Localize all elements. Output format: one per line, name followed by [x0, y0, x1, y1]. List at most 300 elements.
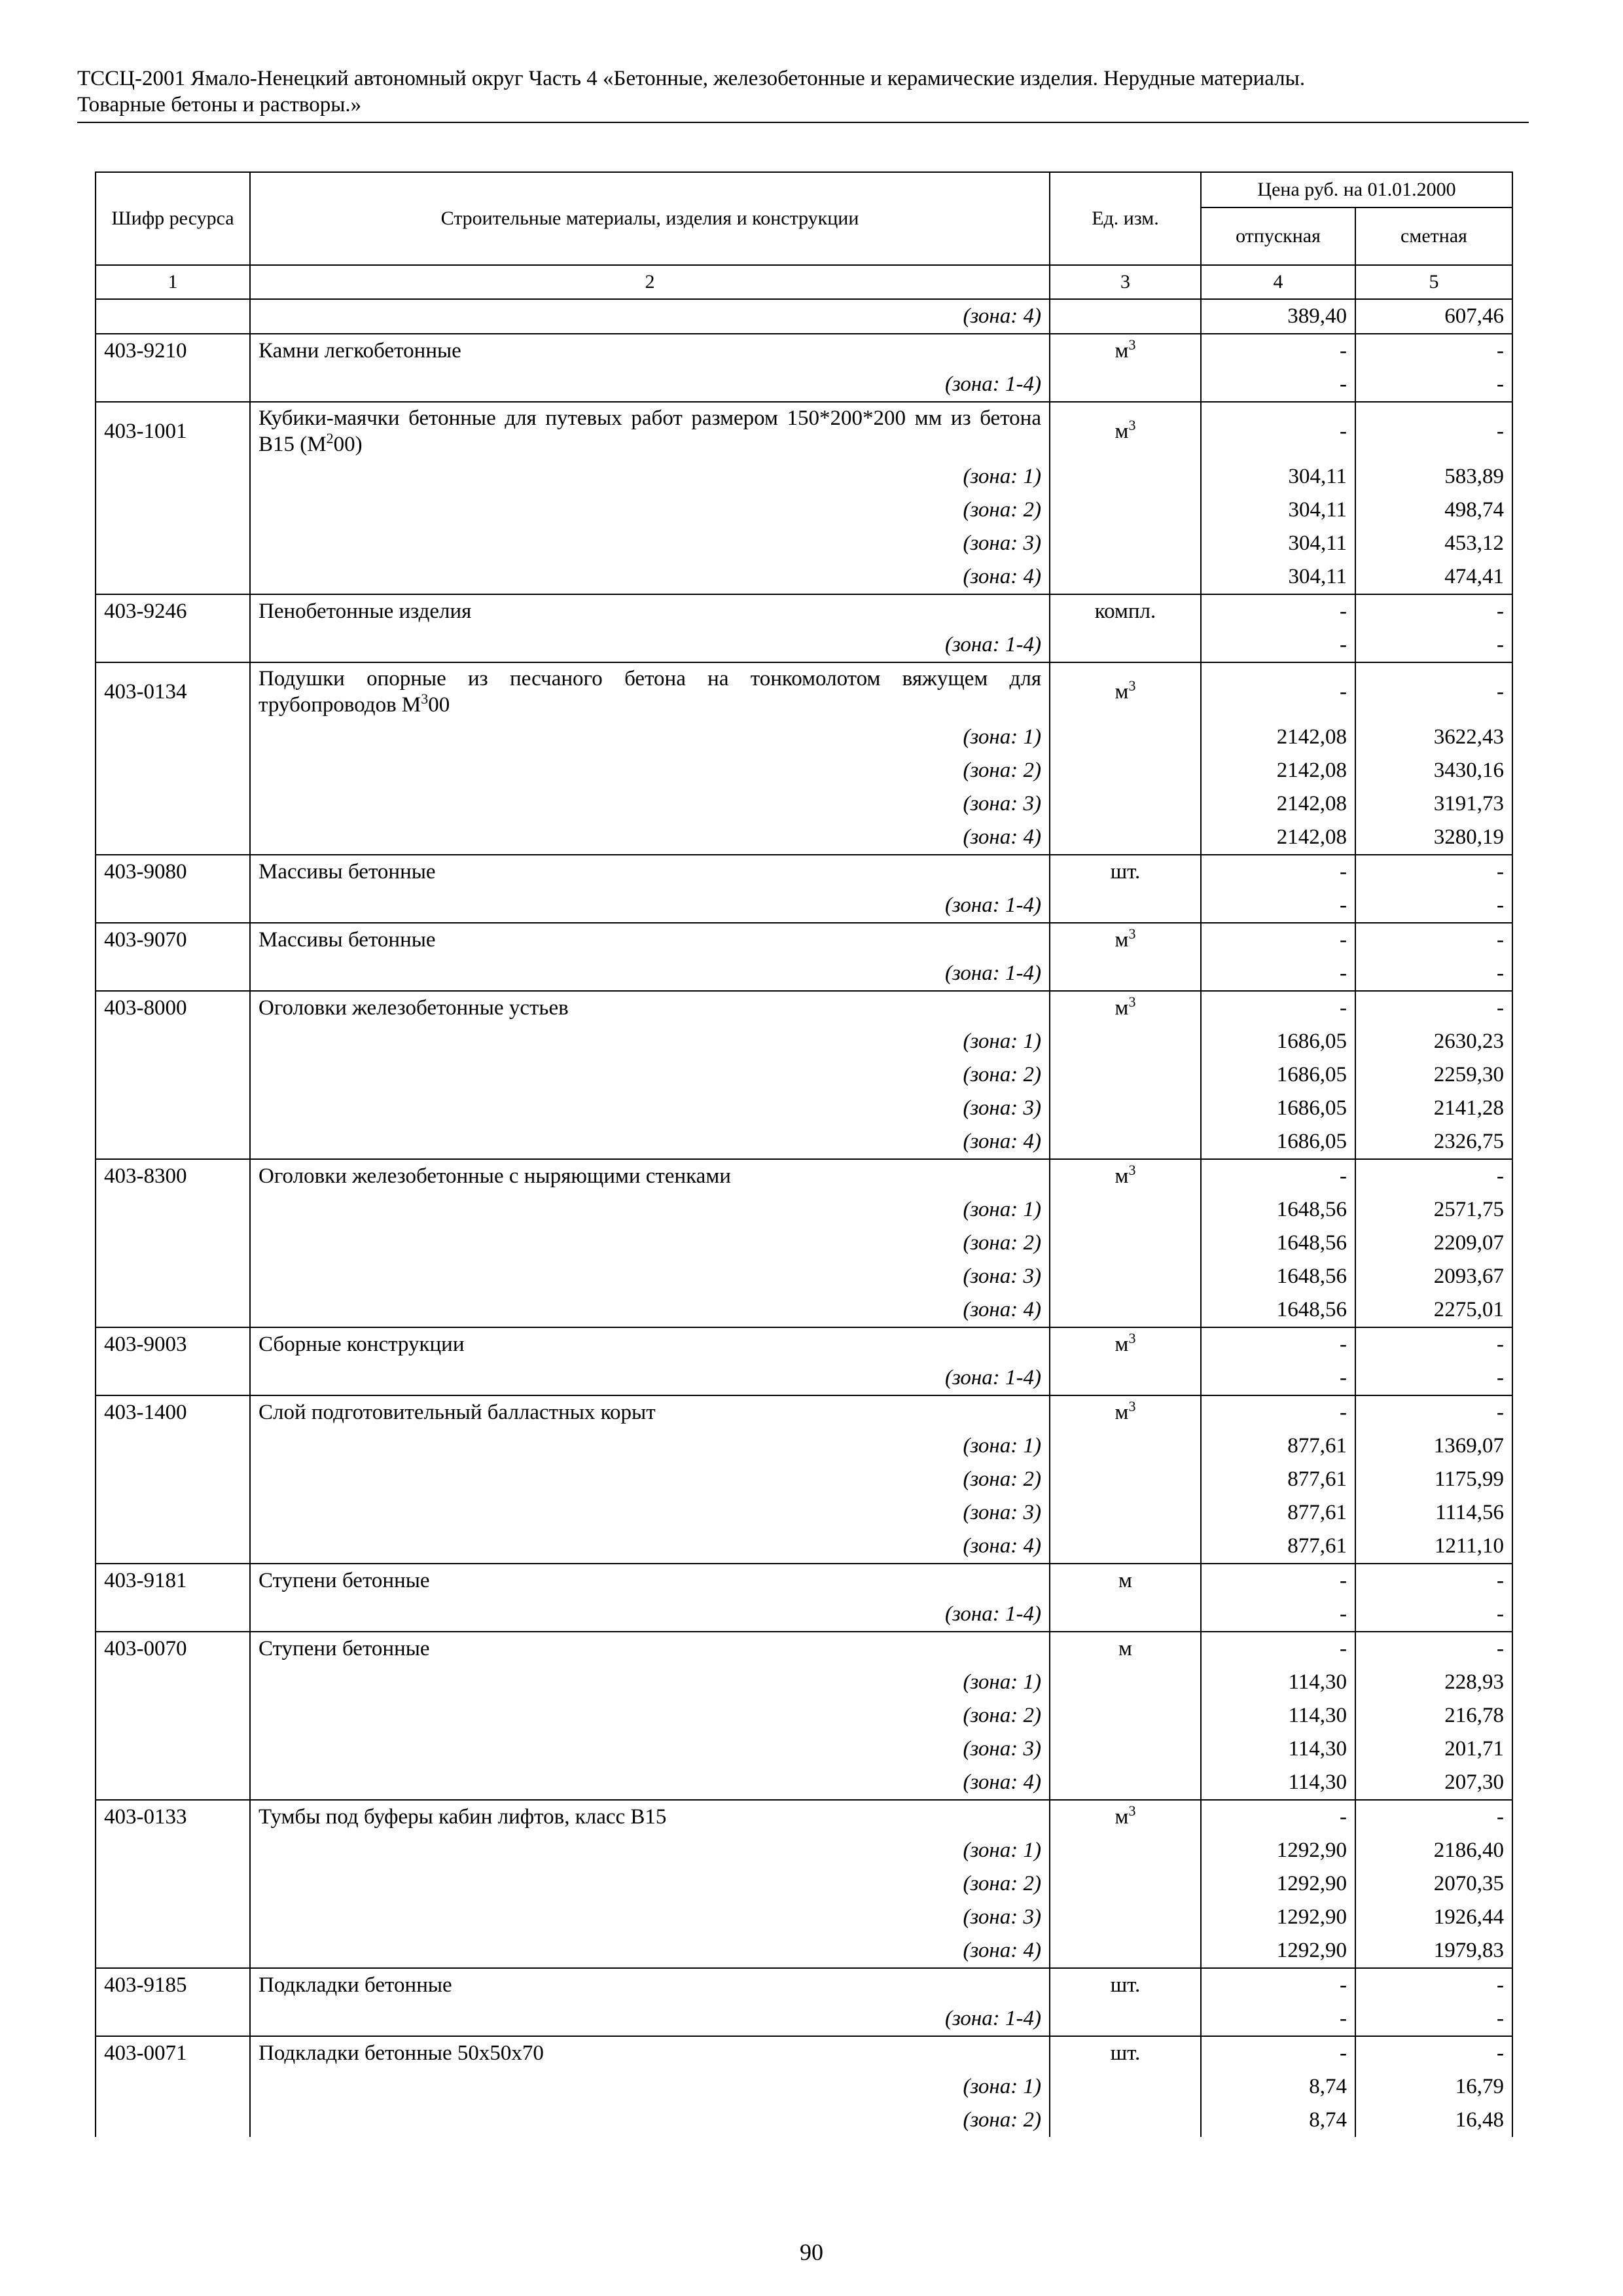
zone-estimate-price: 453,12 [1355, 527, 1512, 560]
zone-label: (зона: 1) [250, 1025, 1050, 1058]
zone-row [96, 957, 1512, 991]
release-price: - [1201, 594, 1355, 628]
unit-of-measure [1050, 2036, 1201, 2070]
resource-code-empty [96, 1901, 250, 1934]
material-name [250, 662, 1050, 721]
material-name-text: Массивы бетонные [259, 928, 436, 952]
material-name-superscript: 3 [421, 691, 429, 707]
zone-label: (зона: 1-4) [250, 2002, 1050, 2036]
zone-label: (зона: 2) [250, 493, 1050, 527]
zone-label: (зона: 4) [250, 1125, 1050, 1159]
unit-text: шт. [1110, 2041, 1141, 2065]
zone-row [96, 1293, 1512, 1327]
header-line-1: ТССЦ-2001 Ямало-Ненецкий автономный округ Часть 4 «Бетонные, железобетонные и керамические изделия. Нерудные материалы. [77, 67, 1306, 90]
zone-row [96, 493, 1512, 527]
zone-estimate-price: 2093,67 [1355, 1260, 1512, 1293]
unit-empty [1050, 1058, 1201, 1092]
unit-of-measure [1050, 1395, 1201, 1429]
zone-estimate-price: 474,41 [1355, 560, 1512, 594]
release-price: - [1201, 1327, 1355, 1361]
resource-code-empty [96, 1496, 250, 1530]
estimate-price: - [1355, 1632, 1512, 1666]
table-row [96, 1632, 1512, 1666]
resource-code: 403-9080 [96, 855, 250, 889]
unit-empty [1050, 721, 1201, 754]
zone-label: (зона: 4) [250, 1293, 1050, 1327]
resource-code-empty [96, 787, 250, 821]
col-header-unit: Ед. изм. [1050, 172, 1201, 265]
unit-empty [1050, 1732, 1201, 1766]
zone-label: (зона: 3) [250, 1260, 1050, 1293]
unit-empty [1050, 754, 1201, 787]
material-name [250, 1800, 1050, 1834]
release-price: - [1201, 923, 1355, 957]
resource-code: 403-9210 [96, 334, 250, 368]
unit-empty [1050, 527, 1201, 560]
unit-empty [1050, 787, 1201, 821]
zone-label: (зона: 1) [250, 1193, 1050, 1227]
unit-text: м [1115, 1164, 1129, 1188]
resource-code-empty [96, 1125, 250, 1159]
zone-estimate-price: 3622,43 [1355, 721, 1512, 754]
header-rule [77, 122, 1529, 123]
estimate-price: - [1355, 662, 1512, 721]
material-name [250, 1632, 1050, 1666]
unit-empty [1050, 2070, 1201, 2104]
resource-code-empty [96, 2070, 250, 2104]
zone-label: (зона: 3) [250, 1496, 1050, 1530]
unit-superscript: 3 [1128, 1162, 1136, 1178]
zone-row [96, 1834, 1512, 1867]
material-name-text: Кубики-маячки бетонные для путевых работ размером 150*200*200 мм из бетона В15 (М [259, 406, 1041, 456]
unit-empty [1050, 1092, 1201, 1125]
zone-estimate-price: 2209,07 [1355, 1227, 1512, 1260]
zone-release-price: 1648,56 [1201, 1227, 1355, 1260]
zone-estimate-price: 201,71 [1355, 1732, 1512, 1766]
table-row [96, 991, 1512, 1025]
zone-estimate-price: 2186,40 [1355, 1834, 1512, 1867]
zone-row [96, 1766, 1512, 1800]
unit-of-measure [1050, 923, 1201, 957]
table-row [96, 855, 1512, 889]
zone-estimate-price: - [1355, 957, 1512, 991]
zone-release-price: 304,11 [1201, 460, 1355, 493]
estimate-price: - [1355, 1968, 1512, 2002]
zone-estimate-price: - [1355, 889, 1512, 923]
zone-estimate-price: 16,79 [1355, 2070, 1512, 2104]
release-price: - [1201, 1800, 1355, 1834]
zone-estimate-price: 2141,28 [1355, 1092, 1512, 1125]
estimate-price: - [1355, 1800, 1512, 1834]
zone-label: (зона: 4) [250, 560, 1050, 594]
zone-estimate-price: 2630,23 [1355, 1025, 1512, 1058]
material-name [250, 1159, 1050, 1193]
zone-row [96, 1125, 1512, 1159]
zone-row [96, 1058, 1512, 1092]
resource-code-empty [96, 1293, 250, 1327]
zone-release-price: 1648,56 [1201, 1193, 1355, 1227]
unit-superscript: 3 [1128, 994, 1136, 1010]
table-row [96, 1327, 1512, 1361]
resource-code-empty [96, 2104, 250, 2137]
unit-text: шт. [1110, 860, 1141, 884]
material-name-text: Оголовки железобетонные устьев [259, 996, 569, 1020]
zone-release-price: - [1201, 889, 1355, 923]
unit-of-measure [1050, 855, 1201, 889]
resource-code-empty [96, 1598, 250, 1632]
table-row [96, 594, 1512, 628]
zone-release-price: 1686,05 [1201, 1058, 1355, 1092]
release-price: - [1201, 991, 1355, 1025]
zone-release-price: 2142,08 [1201, 821, 1355, 855]
table-row [96, 923, 1512, 957]
resource-code-empty [96, 1699, 250, 1732]
zone-label: (зона: 1-4) [250, 368, 1050, 402]
col-header-code: Шифр ресурса [96, 172, 250, 265]
zone-row [96, 2104, 1512, 2137]
release-price: - [1201, 1632, 1355, 1666]
zone-label: (зона: 3) [250, 787, 1050, 821]
col-number-5: 5 [1355, 265, 1512, 299]
document-header [77, 65, 1524, 118]
zone-row [96, 1025, 1512, 1058]
material-name-text: Подкладки бетонные [259, 1973, 452, 1997]
zone-estimate-price: 498,74 [1355, 493, 1512, 527]
page-number: 90 [800, 2239, 823, 2265]
zone-release-price: 114,30 [1201, 1666, 1355, 1699]
resource-code-empty [96, 1227, 250, 1260]
estimate-price: - [1355, 1159, 1512, 1193]
material-name-text: Сборные конструкции [259, 1333, 465, 1356]
resource-code: 403-1001 [96, 402, 250, 460]
zone-row [96, 2070, 1512, 2104]
estimate-price: - [1355, 923, 1512, 957]
price-table [95, 171, 1513, 2137]
zone-label: (зона: 1-4) [250, 628, 1050, 662]
release-price: - [1201, 662, 1355, 721]
col-number-2: 2 [250, 265, 1050, 299]
material-name [250, 923, 1050, 957]
zone-release-price: 1648,56 [1201, 1293, 1355, 1327]
resource-code: 403-9181 [96, 1564, 250, 1598]
zone-estimate-price: 2275,01 [1355, 1293, 1512, 1327]
material-name-text: Подкладки бетонные 50х50х70 [259, 2041, 544, 2065]
zone-label: (зона: 2) [250, 1867, 1050, 1901]
zone-label: (зона: 1-4) [250, 1361, 1050, 1395]
estimate-price: - [1355, 991, 1512, 1025]
material-name [250, 1968, 1050, 2002]
table-row [96, 334, 1512, 368]
material-name [250, 402, 1050, 460]
zone-release-price: 1648,56 [1201, 1260, 1355, 1293]
unit-empty [1050, 1699, 1201, 1732]
material-name-text: Подушки опорные из песчаного бетона на тонкомолотом вяжущем для трубопроводов М [259, 667, 1041, 717]
unit-text: м [1115, 1805, 1129, 1829]
zone-release-price: 1686,05 [1201, 1092, 1355, 1125]
zone-row [96, 1193, 1512, 1227]
zone-row [96, 299, 1512, 334]
material-name [250, 991, 1050, 1025]
table-row [96, 1395, 1512, 1429]
release-price: - [1201, 334, 1355, 368]
zone-release-price: 1292,90 [1201, 1867, 1355, 1901]
zone-estimate-price: 1175,99 [1355, 1463, 1512, 1496]
zone-estimate-price: - [1355, 1598, 1512, 1632]
unit-empty [1050, 299, 1201, 334]
unit-text: м [1118, 1637, 1132, 1660]
zone-row [96, 1463, 1512, 1496]
zone-estimate-price: 3280,19 [1355, 821, 1512, 855]
zone-label: (зона: 3) [250, 527, 1050, 560]
zone-label: (зона: 1-4) [250, 889, 1050, 923]
zone-row [96, 821, 1512, 855]
col-header-name: Строительные материалы, изделия и конструкции [250, 172, 1050, 265]
zone-release-price: 1292,90 [1201, 1834, 1355, 1867]
unit-empty [1050, 1496, 1201, 1530]
zone-row [96, 1496, 1512, 1530]
material-name-superscript: 2 [326, 430, 334, 446]
zone-row [96, 628, 1512, 662]
unit-text: м [1118, 1569, 1132, 1592]
zone-estimate-price: 16,48 [1355, 2104, 1512, 2137]
col-number-1: 1 [96, 265, 250, 299]
material-name [250, 2036, 1050, 2070]
unit-text: м [1115, 996, 1129, 1020]
zone-estimate-price: 583,89 [1355, 460, 1512, 493]
zone-row [96, 1666, 1512, 1699]
material-name [250, 1327, 1050, 1361]
zone-label: (зона: 1-4) [250, 1598, 1050, 1632]
zone-estimate-price: 2070,35 [1355, 1867, 1512, 1901]
zone-release-price: 877,61 [1201, 1463, 1355, 1496]
zone-release-price: 304,11 [1201, 527, 1355, 560]
unit-superscript: 3 [1128, 1803, 1136, 1819]
resource-code-empty [96, 368, 250, 402]
zone-estimate-price: 1979,83 [1355, 1934, 1512, 1968]
material-name [250, 594, 1050, 628]
zone-estimate-price: 607,46 [1355, 299, 1512, 334]
material-name-text: Ступени бетонные [259, 1637, 430, 1660]
zone-estimate-price: - [1355, 628, 1512, 662]
unit-of-measure [1050, 1327, 1201, 1361]
unit-text: м [1115, 679, 1129, 704]
zone-estimate-price: 3430,16 [1355, 754, 1512, 787]
unit-text: м [1115, 339, 1129, 363]
zone-label: (зона: 1) [250, 1429, 1050, 1463]
resource-code-empty [96, 1463, 250, 1496]
zone-row [96, 2002, 1512, 2036]
zone-label: (зона: 3) [250, 1092, 1050, 1125]
material-name [250, 1564, 1050, 1598]
material-name-tail: 00 [428, 693, 450, 717]
resource-code-empty [96, 1361, 250, 1395]
unit-of-measure [1050, 662, 1201, 721]
unit-of-measure [1050, 1159, 1201, 1193]
price-table-body [96, 299, 1512, 2137]
zone-release-price: 1292,90 [1201, 1901, 1355, 1934]
estimate-price: - [1355, 855, 1512, 889]
zone-label: (зона: 2) [250, 1699, 1050, 1732]
unit-of-measure [1050, 402, 1201, 460]
col-header-release: отпускная [1201, 207, 1355, 265]
material-name-text: Камни легкобетонные [259, 339, 461, 363]
zone-row [96, 1361, 1512, 1395]
zone-label: (зона: 4) [250, 821, 1050, 855]
resource-code-empty [96, 754, 250, 787]
zone-row [96, 889, 1512, 923]
unit-empty [1050, 1867, 1201, 1901]
resource-code-empty [96, 821, 250, 855]
release-price: - [1201, 1159, 1355, 1193]
estimate-price: - [1355, 1327, 1512, 1361]
zone-row [96, 1867, 1512, 1901]
table-row [96, 1800, 1512, 1834]
unit-empty [1050, 1227, 1201, 1260]
zone-release-price: 2142,08 [1201, 721, 1355, 754]
resource-code-empty [96, 1429, 250, 1463]
col-header-price: Цена руб. на 01.01.2000 [1201, 172, 1512, 207]
resource-code: 403-9070 [96, 923, 250, 957]
zone-release-price: 304,11 [1201, 493, 1355, 527]
unit-empty [1050, 1901, 1201, 1934]
material-name [250, 334, 1050, 368]
zone-label: (зона: 1) [250, 1666, 1050, 1699]
zone-release-price: 1686,05 [1201, 1125, 1355, 1159]
resource-code-empty [96, 1732, 250, 1766]
zone-row [96, 560, 1512, 594]
resource-code: 403-9185 [96, 1968, 250, 2002]
zone-release-price: 114,30 [1201, 1699, 1355, 1732]
zone-row [96, 368, 1512, 402]
resource-code-empty [96, 2002, 250, 2036]
zone-estimate-price: 2571,75 [1355, 1193, 1512, 1227]
resource-code-empty [96, 1260, 250, 1293]
col-number-4: 4 [1201, 265, 1355, 299]
unit-text: м [1115, 928, 1129, 952]
estimate-price: - [1355, 1564, 1512, 1598]
zone-estimate-price: - [1355, 1361, 1512, 1395]
release-price: - [1201, 1395, 1355, 1429]
zone-label: (зона: 4) [250, 299, 1050, 334]
unit-text: м [1115, 419, 1129, 443]
zone-label: (зона: 1) [250, 1834, 1050, 1867]
resource-code: 403-0071 [96, 2036, 250, 2070]
unit-empty [1050, 889, 1201, 923]
zone-label: (зона: 3) [250, 1732, 1050, 1766]
zone-row [96, 1429, 1512, 1463]
zone-release-price: - [1201, 628, 1355, 662]
zone-estimate-price: 1369,07 [1355, 1429, 1512, 1463]
zone-label: (зона: 3) [250, 1901, 1050, 1934]
zone-estimate-price: 216,78 [1355, 1699, 1512, 1732]
zone-release-price: 1686,05 [1201, 1025, 1355, 1058]
zone-row [96, 460, 1512, 493]
zone-release-price: 114,30 [1201, 1732, 1355, 1766]
zone-release-price: 2142,08 [1201, 787, 1355, 821]
estimate-price: - [1355, 1395, 1512, 1429]
zone-row [96, 1092, 1512, 1125]
unit-of-measure [1050, 334, 1201, 368]
resource-code-empty [96, 628, 250, 662]
unit-empty [1050, 493, 1201, 527]
zone-release-price: 114,30 [1201, 1766, 1355, 1800]
unit-text: шт. [1110, 1973, 1141, 1997]
zone-release-price: - [1201, 2002, 1355, 2036]
zone-label: (зона: 4) [250, 1934, 1050, 1968]
material-name-text: Ступени бетонные [259, 1569, 430, 1592]
unit-empty [1050, 1834, 1201, 1867]
resource-code-empty [96, 1530, 250, 1564]
resource-code-empty [96, 957, 250, 991]
unit-of-measure [1050, 991, 1201, 1025]
col-header-estimate: сметная [1355, 207, 1512, 265]
material-name-tail: 00) [333, 433, 363, 456]
unit-empty [1050, 560, 1201, 594]
resource-code-empty [96, 1025, 250, 1058]
resource-code-empty [96, 1092, 250, 1125]
zone-release-price: 389,40 [1201, 299, 1355, 334]
zone-label: (зона: 1) [250, 2070, 1050, 2104]
material-name-text: Тумбы под буферы кабин лифтов, класс В15 [259, 1805, 667, 1829]
unit-empty [1050, 1598, 1201, 1632]
resource-code-empty [96, 1058, 250, 1092]
table-row [96, 402, 1512, 460]
resource-code-empty [96, 721, 250, 754]
zone-release-price: - [1201, 957, 1355, 991]
unit-empty [1050, 821, 1201, 855]
material-name [250, 1395, 1050, 1429]
resource-code-empty [96, 1766, 250, 1800]
resource-code: 403-0133 [96, 1800, 250, 1834]
unit-empty [1050, 1361, 1201, 1395]
zone-release-price: 1292,90 [1201, 1934, 1355, 1968]
resource-code-empty [96, 1666, 250, 1699]
material-name [250, 855, 1050, 889]
col-number-3: 3 [1050, 265, 1201, 299]
zone-label: (зона: 2) [250, 754, 1050, 787]
unit-empty [1050, 460, 1201, 493]
zone-release-price: 877,61 [1201, 1496, 1355, 1530]
zone-label: (зона: 2) [250, 1463, 1050, 1496]
unit-of-measure [1050, 1968, 1201, 2002]
zone-label: (зона: 1-4) [250, 957, 1050, 991]
zone-row [96, 527, 1512, 560]
zone-release-price: 2142,08 [1201, 754, 1355, 787]
unit-empty [1050, 2104, 1201, 2137]
estimate-price: - [1355, 402, 1512, 460]
zone-row [96, 1260, 1512, 1293]
unit-empty [1050, 1193, 1201, 1227]
zone-estimate-price: 1114,56 [1355, 1496, 1512, 1530]
unit-superscript: 3 [1128, 416, 1136, 433]
resource-code: 403-0134 [96, 662, 250, 721]
unit-of-measure [1050, 1632, 1201, 1666]
table-row [96, 1159, 1512, 1193]
unit-superscript: 3 [1128, 1330, 1136, 1346]
table-row [96, 662, 1512, 721]
zone-release-price: 877,61 [1201, 1429, 1355, 1463]
estimate-price: - [1355, 2036, 1512, 2070]
unit-empty [1050, 628, 1201, 662]
resource-code-empty [96, 1193, 250, 1227]
zone-estimate-price: 2259,30 [1355, 1058, 1512, 1092]
unit-empty [1050, 1934, 1201, 1968]
resource-code-empty [96, 299, 250, 334]
unit-superscript: 3 [1128, 1398, 1136, 1414]
zone-label: (зона: 1) [250, 460, 1050, 493]
resource-code-empty [96, 460, 250, 493]
zone-row [96, 1699, 1512, 1732]
